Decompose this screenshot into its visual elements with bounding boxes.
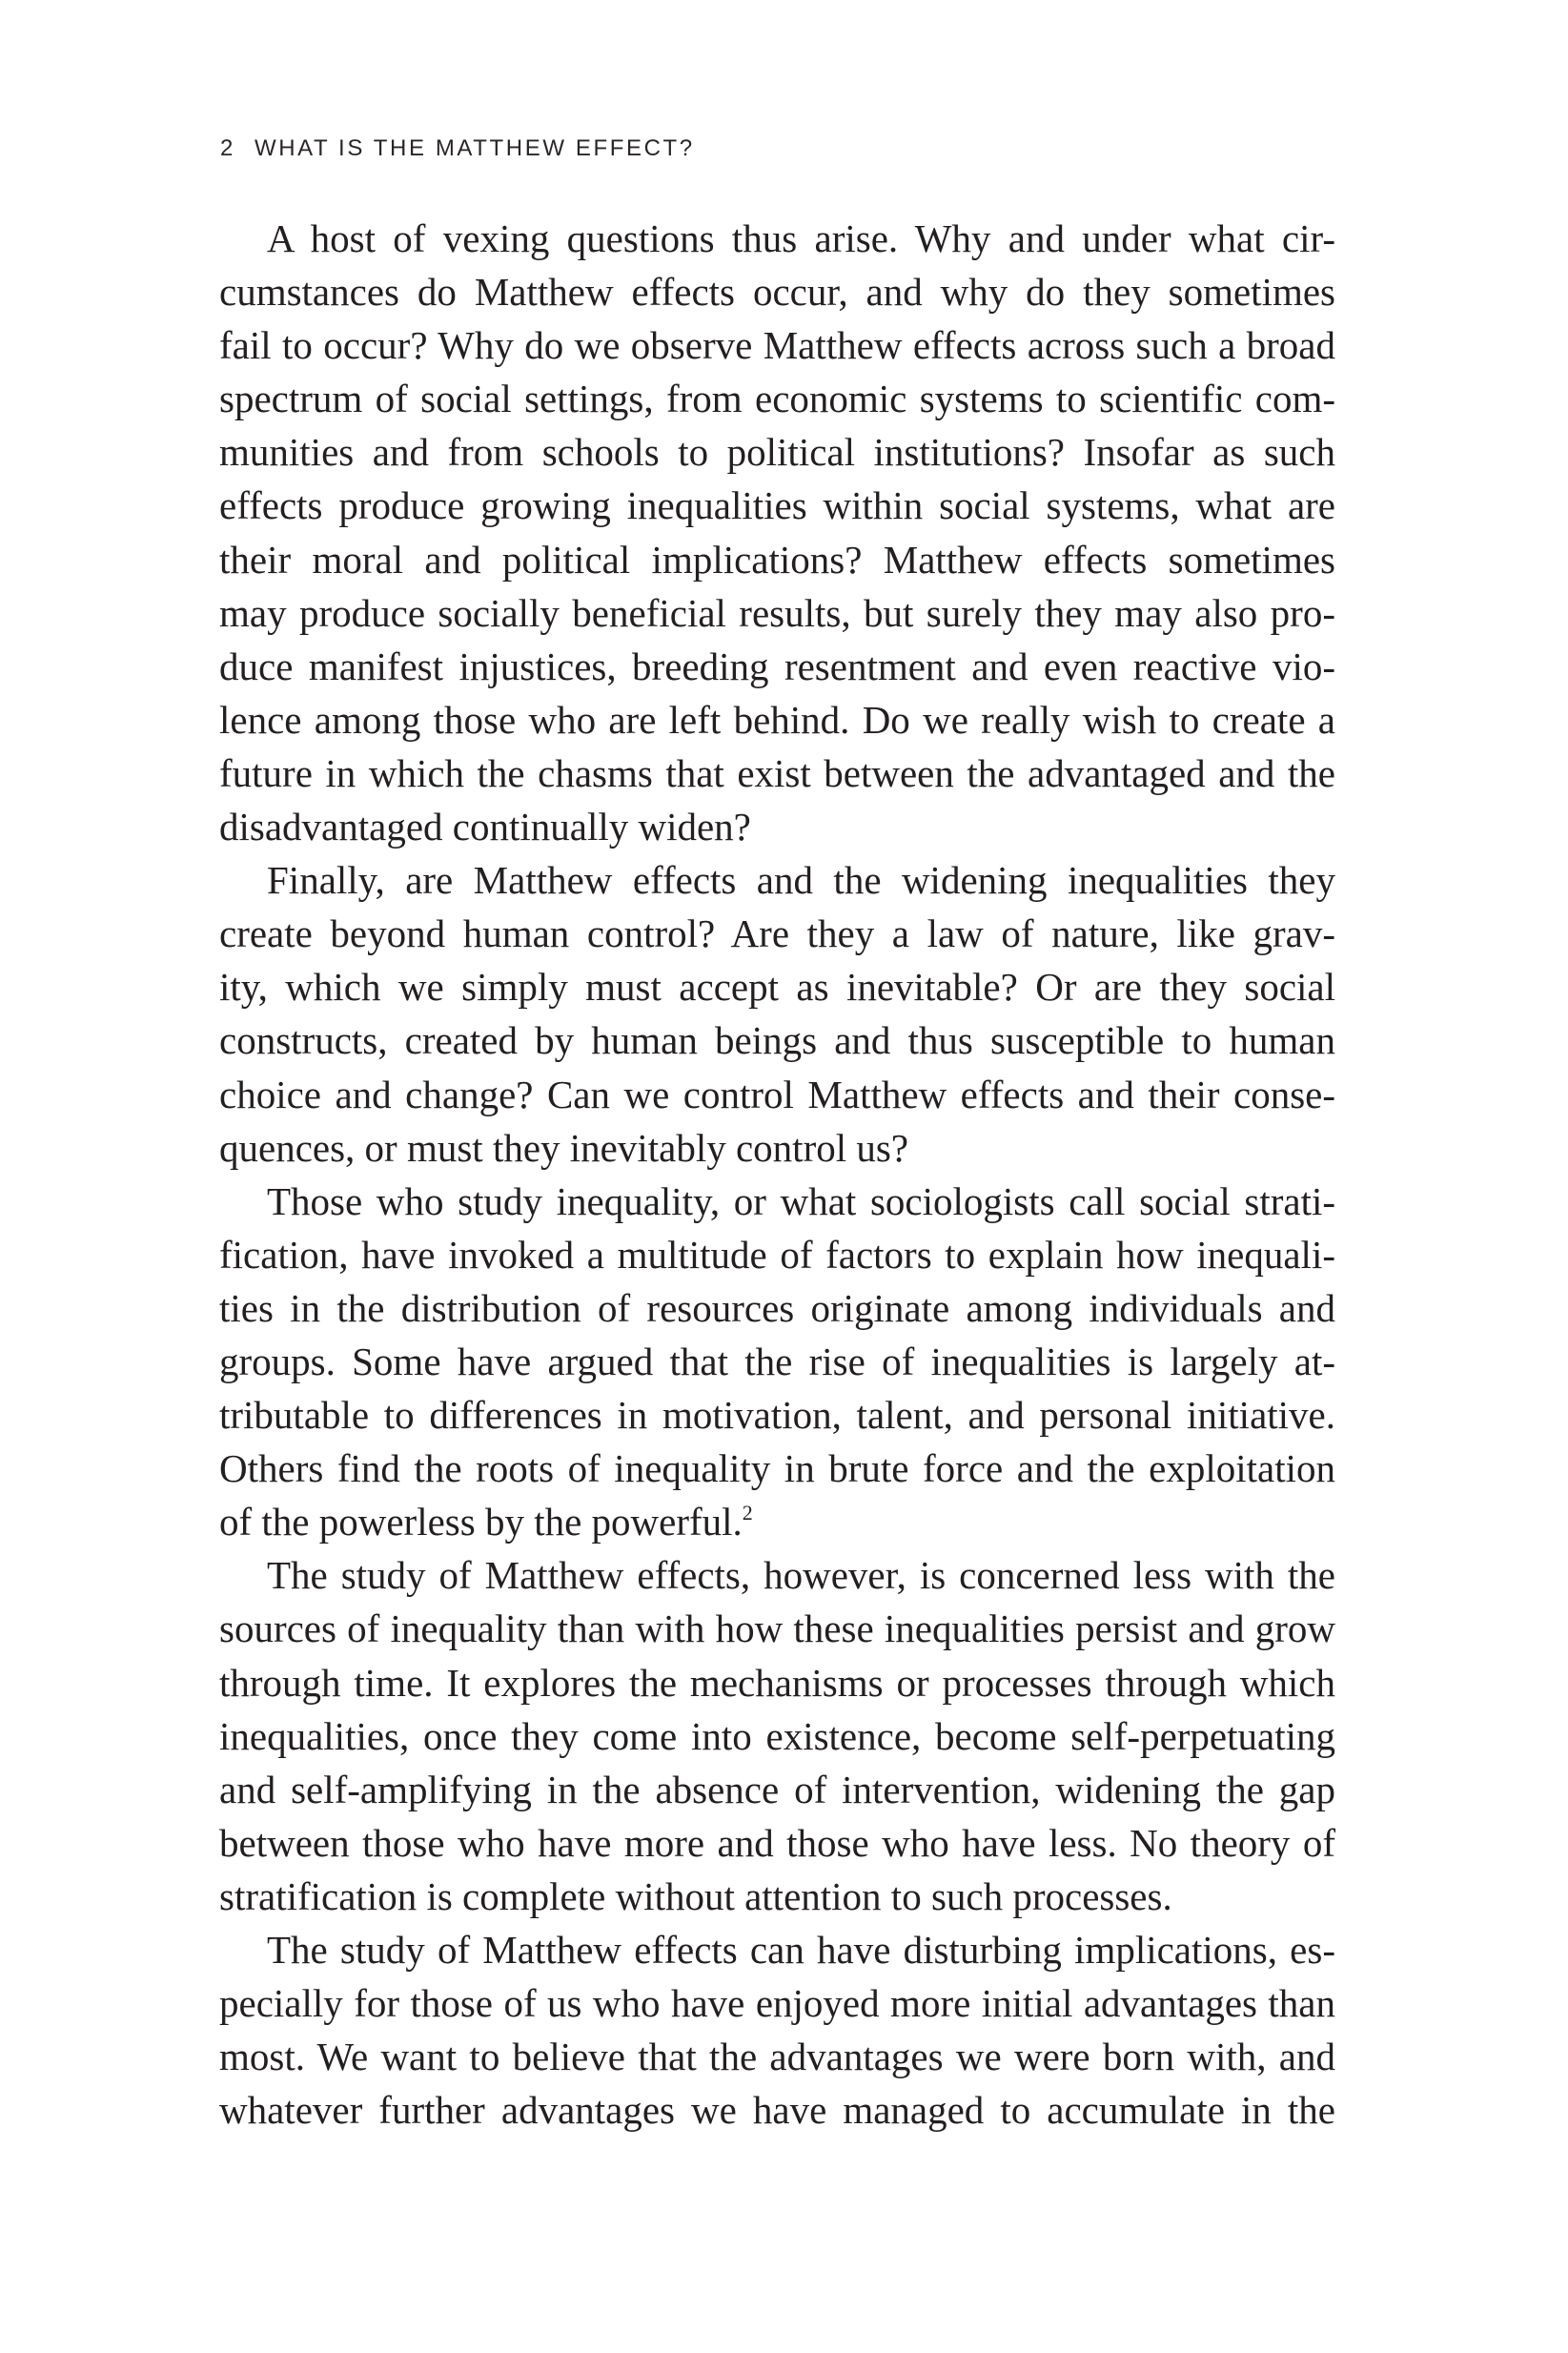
paragraph-4 (219, 1548, 1335, 1923)
text-line: future in which the chasms that exist between the advantaged and the (219, 750, 1335, 795)
text-line: effects produce growing inequalities within social systems, what are (219, 483, 1335, 528)
text-line: pecially for those of us who have enjoyed more initial advantages than (219, 1981, 1335, 2026)
chapter-title: WHAT IS THE MATTHEW EFFECT? (254, 135, 695, 161)
text-line: through time. It explores the mechanisms or processes through which (219, 1660, 1335, 1705)
text-line: groups. Some have argued that the rise of inequalities is largely at- (219, 1339, 1335, 1383)
text-line: The study of Matthew effects can have disturbing implications, es- (267, 1928, 1335, 1972)
paragraph-1 (219, 212, 1335, 853)
text-line: create beyond human control? Are they a law of nature, like grav- (219, 911, 1335, 956)
text-line: lence among those who are left behind. Do we really wish to create a (219, 697, 1335, 742)
text-line: ties in the distribution of resources originate among individuals and (219, 1285, 1335, 1330)
text-line: between those who have more and those who have less. No theory of (219, 1820, 1335, 1865)
text-line-content: of the powerless by the powerful. (219, 1500, 743, 1545)
text-line: A host of vexing questions thus arise. Why and under what cir- (267, 216, 1335, 260)
text-line (219, 1495, 1335, 1548)
paragraph-3 (219, 1175, 1335, 1549)
text-line: their moral and political implications? Matthew effects sometimes (219, 537, 1335, 582)
text-line: The study of Matthew effects, however, is concerned less with the (267, 1553, 1335, 1598)
text-line: ity, which we simply must accept as inevitable? Or are they social (219, 965, 1335, 1010)
text-line: Finally, are Matthew effects and the widening inequalities they (267, 858, 1335, 903)
footnote-reference[interactable]: 2 (742, 1501, 753, 1525)
text-line: disadvantaged continually widen? (219, 805, 751, 849)
text-line: sources of inequality than with how these inequalities persist and grow (219, 1606, 1335, 1651)
text-line: Others find the roots of inequality in brute force and the exploitation (219, 1446, 1335, 1491)
text-line: inequalities, once they come into existence, become self-perpetuating (219, 1713, 1335, 1758)
text-line: munities and from schools to political institutions? Insofar as such (219, 430, 1335, 475)
text-line: stratification is complete without attention to such processes. (219, 1873, 1172, 1918)
text-line: cumstances do Matthew effects occur, and why do they sometimes (219, 270, 1335, 315)
text-line: duce manifest injustices, breeding resentment and even reactive vio- (219, 644, 1335, 688)
text-line: quences, or must they inevitably control us? (219, 1125, 909, 1170)
text-line: spectrum of social settings, from economic systems to scientific com- (219, 377, 1335, 421)
text-line: may produce socially beneficial results, but surely they may also pro- (219, 590, 1335, 635)
page-number: 2 (220, 135, 235, 161)
paragraph-2 (219, 853, 1335, 1175)
text-line: whatever further advantages we have managed to accumulate in the (219, 2088, 1335, 2133)
text-line: fail to occur? Why do we observe Matthew effects across such a broad (219, 323, 1335, 368)
body-text (219, 212, 1335, 2137)
text-line: Those who study inequality, or what sociologists call social strati- (267, 1178, 1335, 1223)
text-line: choice and change? Can we control Matthew effects and their conse- (219, 1072, 1335, 1116)
running-head (220, 135, 695, 162)
text-line: tributable to differences in motivation, talent, and personal initiative. (219, 1393, 1335, 1438)
text-line: constructs, created by human beings and thus susceptible to human (219, 1018, 1335, 1063)
text-line: most. We want to believe that the advantages we were born with, and (219, 2035, 1335, 2079)
paragraph-5 (219, 1923, 1335, 2137)
text-line: and self-amplifying in the absence of intervention, widening the gap (219, 1767, 1335, 1811)
text-line: fication, have invoked a multitude of factors to explain how inequali- (219, 1232, 1335, 1277)
